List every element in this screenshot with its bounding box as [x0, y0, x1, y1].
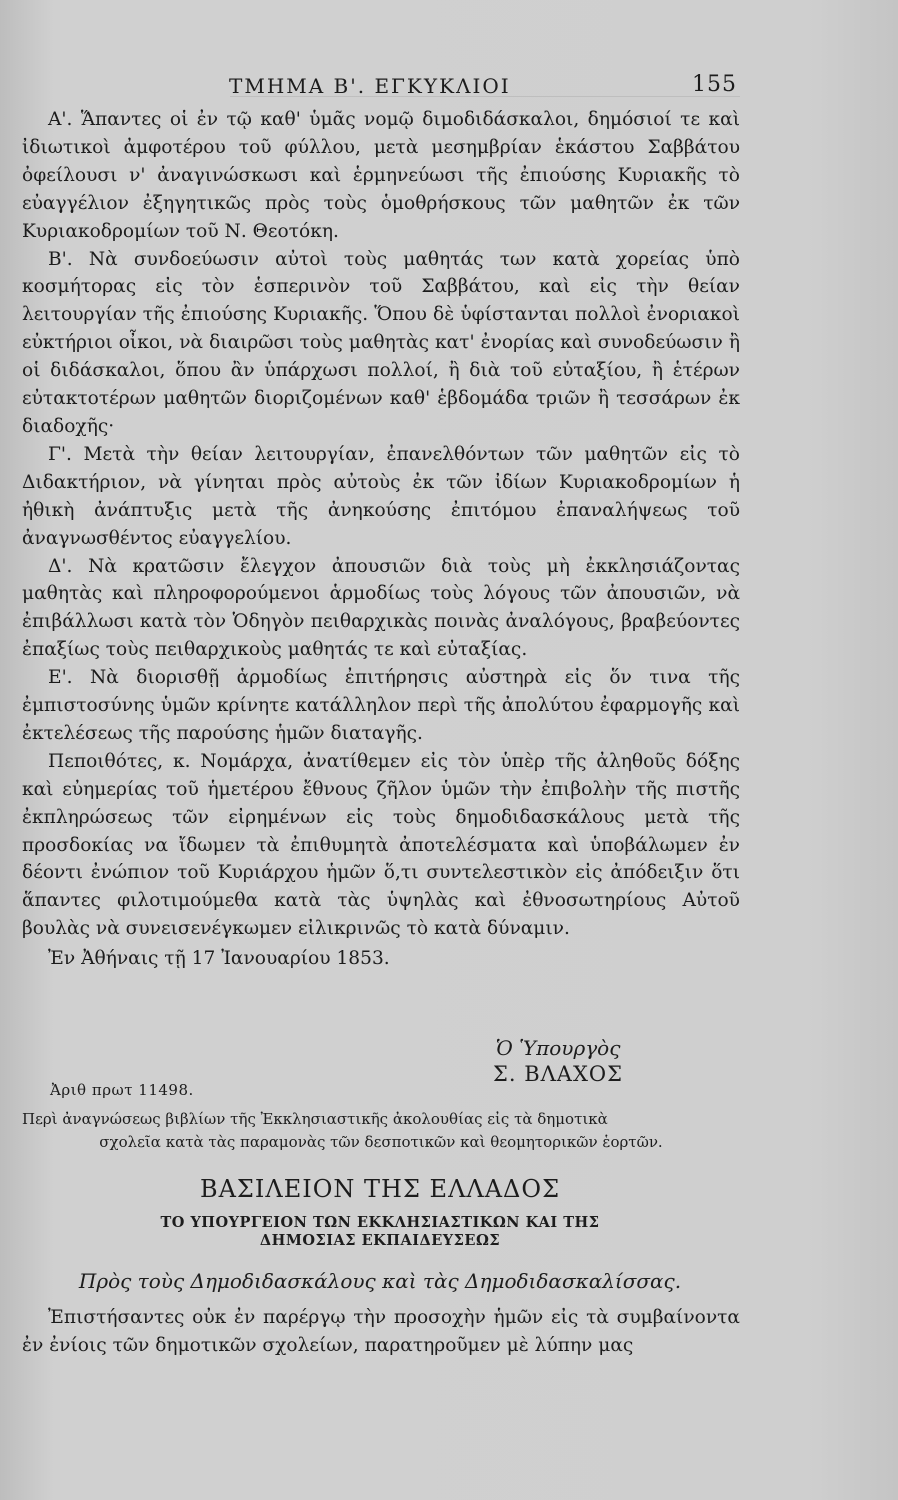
subject-line-2: σχολεῖα κατὰ τὰς παραμονὰς τῶν δεσποτικῶν καὶ θεομητορικῶν ἑορτῶν. — [99, 1133, 663, 1151]
paragraph-closing-appeal: Πεποιθότες, κ. Νομάρχα, ἀνατίθεμεν εἰς τὸν ὑπὲρ τῆς ἀληθοῦς δόξης καὶ εὐημερίας τοῦ ἡμετέρου ἔθνους ζῆλον ὑμῶν τὴν ἐπιβολὴν τῆς πιστῆς ἐκπληρώσεως τῶν εἰρημένων εἰς τοὺς δημοδιδασκάλους μετὰ τῆς προσδοκίας να ἴδωμεν τὰ ἐπιθυμητὰ ἀποτελέσματα καὶ ὑποβάλωμεν ἐν δέοντι ἐνώπιον τοῦ Κυριάρχου ἡμῶν ὅ,τι συντελεστικὸν εἰς ἀπόδειξιν ὅτι ἅπαντες φιλοτιμούμεθα κατὰ τὰς ὑψηλὰς καὶ ἐθνοσωτηρίους Αὐτοῦ βουλὰς νὰ συνεισενέγκωμεν εἰλικρινῶς τὸ κατὰ δύναμιν. — [22, 750, 740, 940]
closing-text — [22, 1304, 740, 1360]
section-title: ΤΜΗΜΑ Β'. ΕΓΚΥΚΛΙΟΙ — [229, 74, 511, 98]
signature-name: Σ. ΒΛΑΧΟΣ — [493, 1062, 623, 1086]
ministry-heading-line-2: ΔΗΜΟΣΙΑΣ ΕΚΠΑΙΔΕΥΣΕΩΣ — [259, 1232, 501, 1249]
dateline: Ἐν Ἀθήναις τῇ 17 Ἰανουαρίου 1853. — [48, 948, 390, 970]
closing-paragraph: Ἐπιστήσαντες οὐκ ἐν παρέργῳ τὴν προσοχὴν ἡμῶν εἰς τὰ συμβαίνοντα ἐν ἐνίοις τῶν δημοτικῶν σχολείων, παρατηροῦμεν μὲ λύπην μας — [22, 1307, 740, 1356]
page-number: 155 — [692, 72, 737, 97]
ministry-heading — [0, 1214, 760, 1250]
subject-line — [22, 1108, 740, 1154]
header-rule — [230, 96, 740, 97]
paragraph-b: Β'. Νὰ συνδοεύωσιν αὐτοὶ τοὺς μαθητάς των κατὰ χορείας ὑπὸ κοσμήτορας εἰς τὸν ἑσπερινὸν τοῦ Σαββάτου, καὶ εἰς τὴν θείαν λειτουργίαν τῆς ἐπιούσης Κυριακῆς. Ὅπου δὲ ὑφίστανται πολλοὶ ἐνοριακοὶ εὐκτήριοι οἶκοι, νὰ διαιρῶσι τοὺς μαθητὰς κατ' ἐνορίας καὶ συνοδεύωσιν ἢ οἱ διδάσκαλοι, ὅπου ἂν ὑπάρχωσι πολλοί, ἢ διὰ τοῦ εὐταξίου, ἢ ἑτέρων εὐτακτοτέρων μαθητῶν διοριζομένων καθ' ἑβδομάδα τριῶν ἢ τεσσάρων ἐκ διαδοχῆς· — [22, 248, 740, 437]
protocol-number: Ἀριθ πρωτ 11498. — [50, 1081, 194, 1099]
addressee: Πρὸς τοὺς Δημοδιδασκάλους καὶ τὰς Δημοδιδασκαλίσσας. — [78, 1269, 682, 1293]
signature-role: Ὁ Ὑπουργὸς — [495, 1036, 621, 1060]
paragraph-c: Γ'. Μετὰ τὴν θείαν λειτουργίαν, ἐπανελθόντων τῶν μαθητῶν εἰς τὸ Διδακτήριον, νὰ γίνηται πρὸς αὐτοὺς ἐκ τῶν ἰδίων Κυριακοδρομίων ἡ ἠθικὴ ἀνάπτυξις μετὰ τῆς ἀνηκούσης ἐπιτόμου ἐπαναλήψεως τοῦ ἀναγνωσθέντος εὐαγγελίου. — [22, 443, 740, 549]
paragraph-a: Α'. Ἅπαντες οἱ ἐν τῷ καθ' ὑμᾶς νομῷ διμοδιδάσκαλοι, δημόσιοί τε καὶ ἰδιωτικοὶ ἀμφοτέρου τοῦ φύλλου, μετὰ μεσημβρίαν ἑκάστου Σαββάτου ὀφείλουσι ν' ἀναγινώσκωσι καὶ ἑρμηνεύωσι τῆς ἐπιούσης Κυριακῆς τὸ εὐαγγέλιον ἐξηγητικῶς πρὸς τοὺς ὁμοθρήσκους τῶν μαθητῶν ἐκ τῶν Κυριακοδρομίων τοῦ Ν. Θεοτόκη. — [22, 109, 740, 242]
ministry-heading-line-1: ΤΟ ΥΠΟΥΡΓΕΙΟΝ ΤΩΝ ΕΚΚΛΗΣΙΑΣΤΙΚΩΝ ΚΑΙ ΤΗΣ — [160, 1214, 600, 1231]
paragraph-e: Ε'. Νὰ διορισθῇ ἁρμοδίως ἐπιτήρησις αὐστηρὰ εἰς ὅν τινα τῆς ἐμπιστοσύνης ὑμῶν κρίνητε κατάλληλον περὶ τῆς ἀπολύτου ἐφαρμογῆς καὶ ἐκτελέσεως τῆς παρούσης ἡμῶν διαταγῆς. — [22, 667, 740, 744]
body-text — [22, 106, 740, 973]
subject-line-1: Περὶ ἀναγνώσεως βιβλίων τῆς Ἐκκλησιαστικῆς ἀκολουθίας εἰς τὰ δημοτικὰ — [22, 1110, 608, 1128]
paragraph-d: Δ'. Νὰ κρατῶσιν ἔλεγχον ἀπουσιῶν διὰ τοὺς μὴ ἐκκλησιάζοντας μαθητὰς καὶ πληροφορούμενοι ἁρμοδίως τοὺς λόγους τῶν ἀπουσιῶν, νὰ ἐπιβάλλωσι κατὰ τὸν Ὁδηγὸν πειθαρχικὰς ποινὰς ἀναλόγους, βραβεύοντες ἐπαξίως τοὺς πειθαρχικοὺς μαθητάς τε καὶ εὐταξίας. — [22, 555, 740, 661]
kingdom-heading: ΒΑΣΙΛΕΙΟΝ ΤΗΣ ΕΛΛΑΔΟΣ — [199, 1175, 561, 1203]
